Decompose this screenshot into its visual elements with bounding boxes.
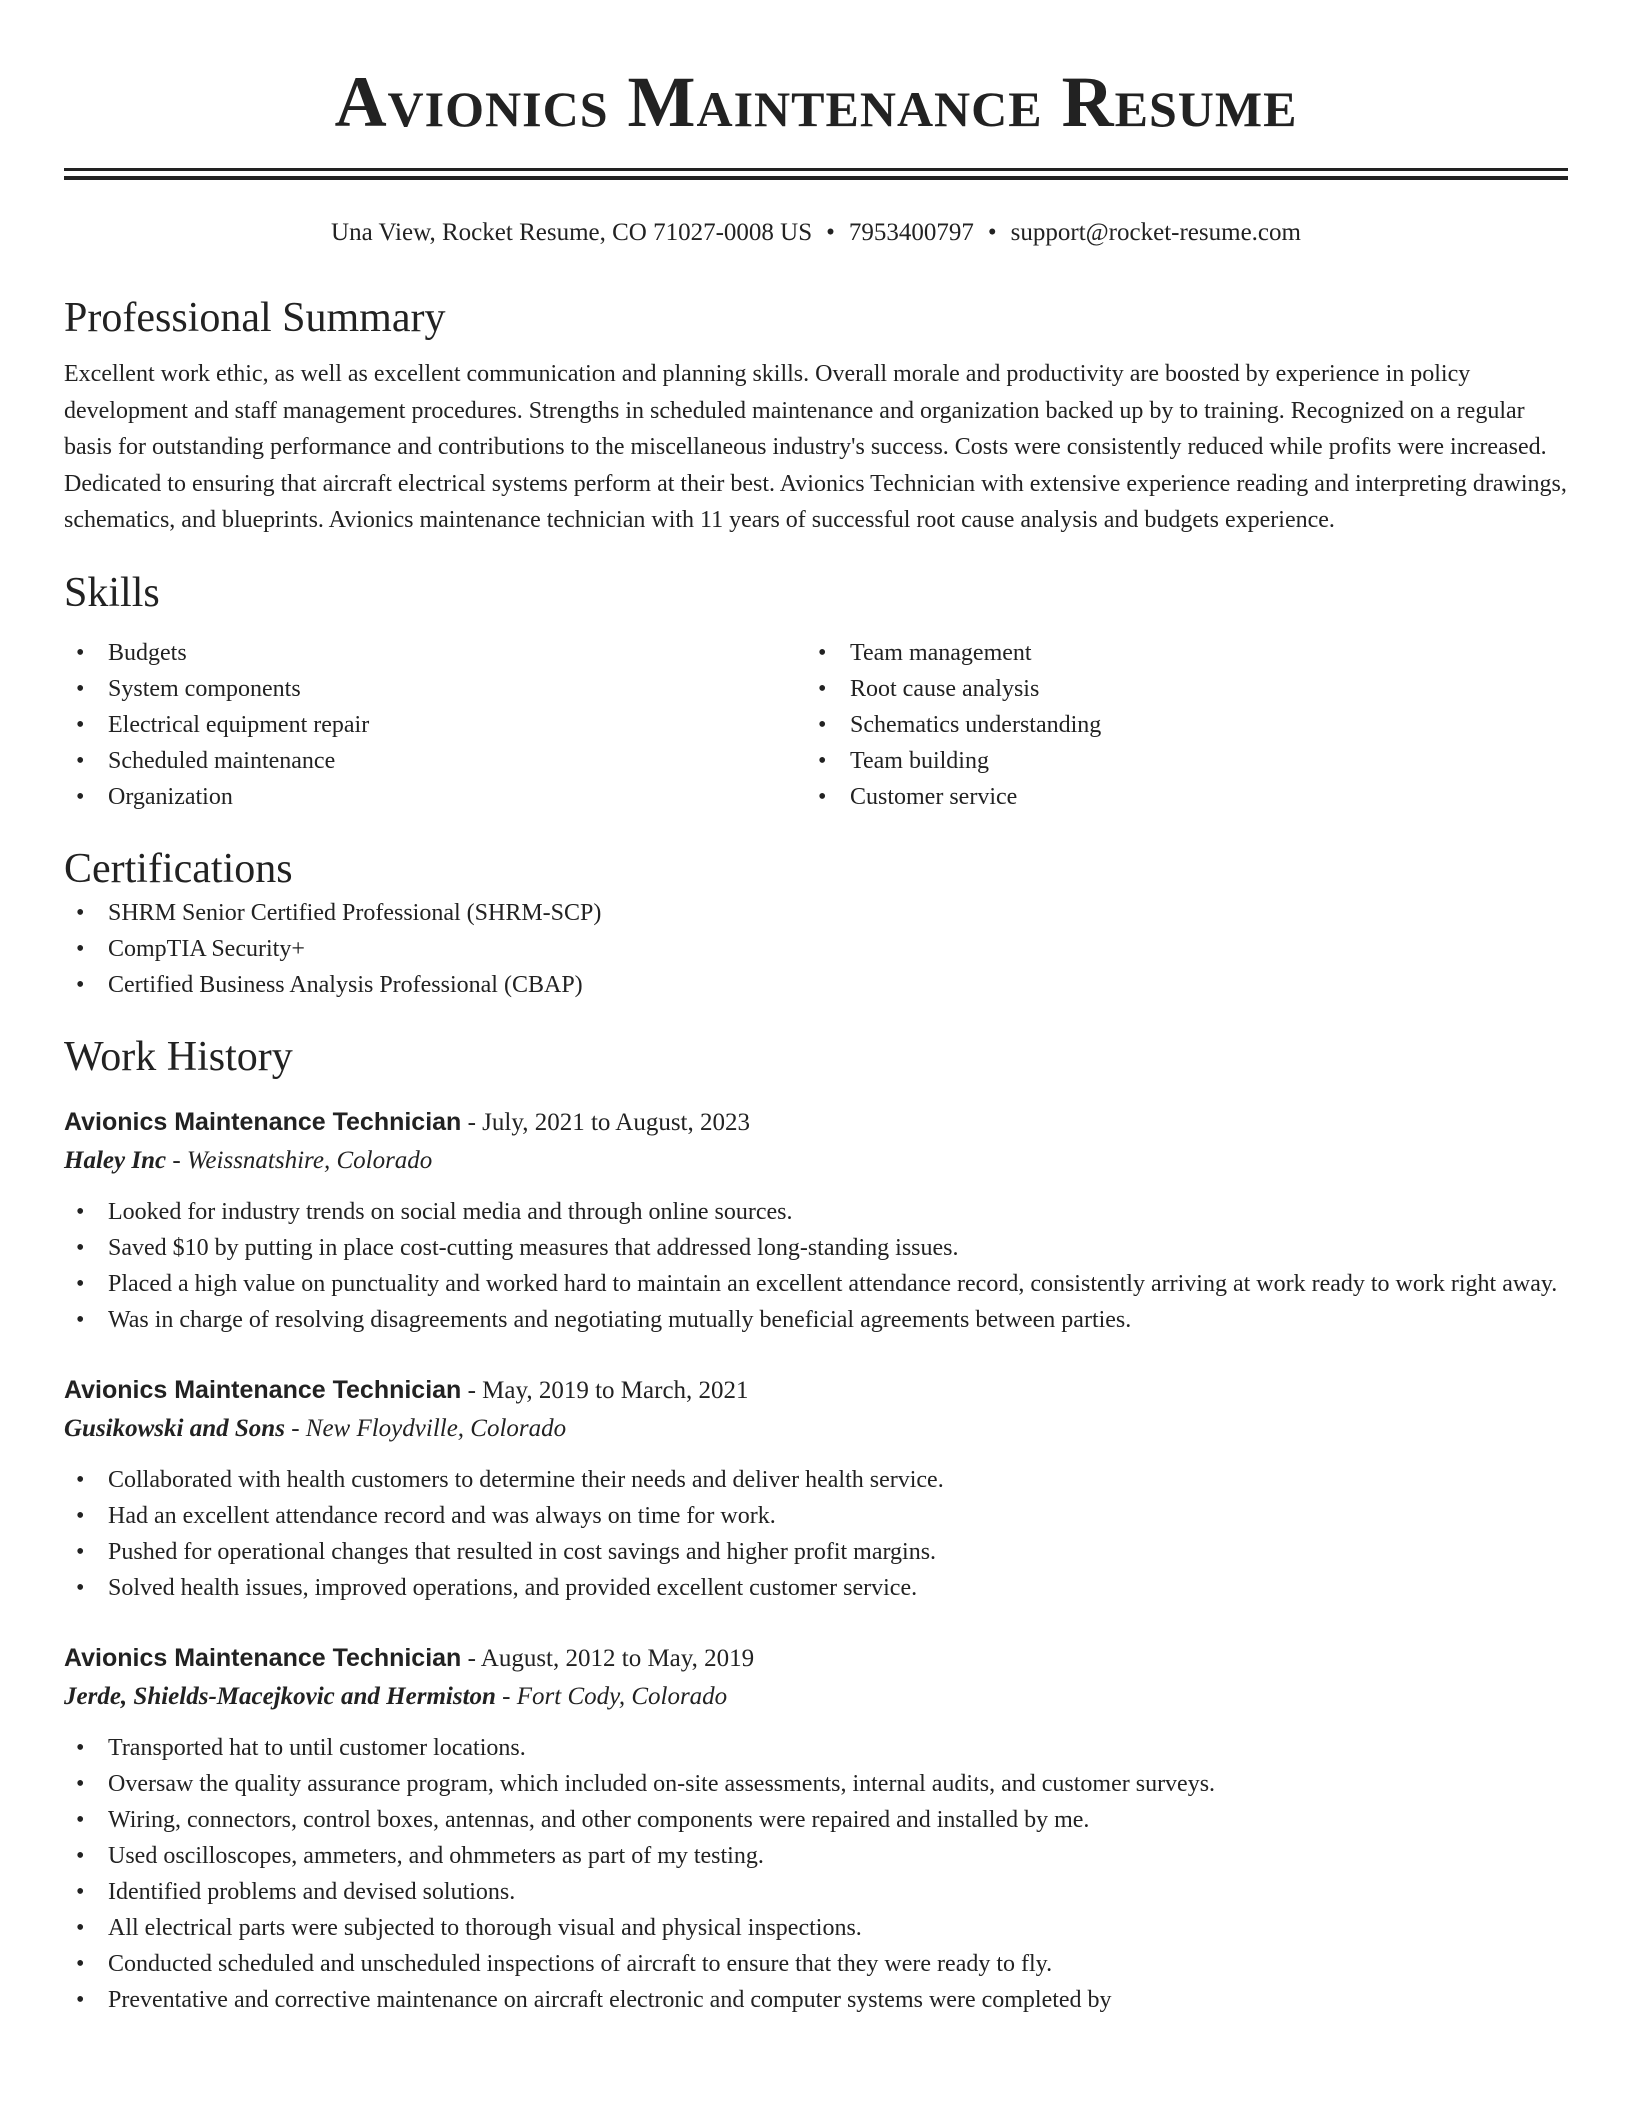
- job-role: Avionics Maintenance Technician: [64, 1375, 462, 1404]
- job-duty-item: • All electrical parts were subjected to thorough visual and physical inspections.: [64, 1910, 1568, 1946]
- skills-heading: Skills: [64, 569, 160, 616]
- job-duty-item: • Transported hat to until customer locations.: [64, 1730, 1568, 1766]
- job-dates: - August, 2012 to May, 2019: [461, 1644, 755, 1672]
- job-company: Haley Inc: [64, 1146, 167, 1174]
- job-duty-item: • Saved $10 by putting in place cost-cutting measures that addressed long-standing issues.: [64, 1230, 1568, 1266]
- skills-columns: [64, 635, 1568, 815]
- contact-phone: 7953400797: [848, 219, 974, 246]
- work-history-heading: Work History: [64, 1033, 293, 1080]
- job-duty-item: • Oversaw the quality assurance program, which included on-site assessments, internal audits, and customer surveys.: [64, 1766, 1568, 1802]
- job-duty-item: • Had an excellent attendance record and was always on time for work.: [64, 1498, 1568, 1534]
- job-entry: [64, 1103, 1568, 1338]
- job-duty-item: • Wiring, connectors, control boxes, antennas, and other components were repaired and installed by me.: [64, 1802, 1568, 1838]
- skills-column-right: [806, 635, 1548, 815]
- summary-heading: Professional Summary: [64, 295, 446, 341]
- job-duty-item: • Pushed for operational changes that resulted in cost savings and higher profit margins.: [64, 1534, 1568, 1570]
- skill-item: • Root cause analysis: [806, 671, 1548, 707]
- contact-separator: •: [826, 219, 835, 246]
- job-company-line: [64, 1678, 1568, 1716]
- job-dates: - July, 2021 to August, 2023: [461, 1108, 750, 1136]
- contact-email: support@rocket-resume.com: [1010, 219, 1301, 246]
- page-title: Avionics Maintenance Resume: [334, 62, 1298, 142]
- job-duty-item: • Used oscilloscopes, ammeters, and ohmmeters as part of my testing.: [64, 1838, 1568, 1874]
- skill-item: • Team building: [806, 743, 1548, 779]
- resume-page: [64, 0, 1568, 2018]
- job-role: Avionics Maintenance Technician: [64, 1107, 462, 1136]
- title-divider-top: [64, 168, 1568, 171]
- job-location: - Weissnatshire, Colorado: [166, 1146, 433, 1174]
- skill-item: • Electrical equipment repair: [64, 707, 806, 743]
- certification-item: • SHRM Senior Certified Professional (SHRM-SCP): [64, 895, 1568, 931]
- job-duty-item: • Preventative and corrective maintenance on aircraft electronic and computer systems were completed by: [64, 1982, 1568, 2018]
- job-duty-item: • Looked for industry trends on social media and through online sources.: [64, 1194, 1568, 1230]
- skills-column-left: [64, 635, 806, 815]
- job-duties: [64, 1194, 1568, 1338]
- certification-item: • CompTIA Security+: [64, 931, 1568, 967]
- job-company-line: [64, 1410, 1568, 1448]
- certifications-list: [64, 895, 1568, 1003]
- job-entry: [64, 1371, 1568, 1606]
- skill-item: • Budgets: [64, 635, 806, 671]
- job-duties: [64, 1462, 1568, 1606]
- job-duty-item: • Identified problems and devised solutions.: [64, 1874, 1568, 1910]
- summary-text: Excellent work ethic, as well as excellent communication and planning skills. Overall morale and productivity are boosted by experience in policy development and staff management procedures. Strengths in scheduled maintenance and organization backed up by to training. Recognized on a regular basis for outstanding performance and contributions to the miscellaneous industry's success. Costs were consistently reduced while profits were increased. Dedicated to ensuring that aircraft electrical systems perform at their best. Avionics Technician with extensive experience reading and interpreting drawings, schematics, and blueprints. Avionics maintenance technician with 11 years of successful root cause analysis and budgets experience.: [64, 361, 1567, 533]
- contact-separator: •: [987, 219, 997, 246]
- skill-item: • Schematics understanding: [806, 707, 1548, 743]
- skill-item: • Scheduled maintenance: [64, 743, 806, 779]
- title-divider-bottom: [64, 176, 1568, 180]
- certifications-heading: Certifications: [64, 845, 293, 892]
- job-duties: [64, 1730, 1568, 2018]
- job-role: Avionics Maintenance Technician: [64, 1643, 462, 1672]
- job-company: Gusikowski and Sons: [64, 1414, 285, 1442]
- job-duty-item: • Conducted scheduled and unscheduled inspections of aircraft to ensure that they were ready to fly.: [64, 1946, 1568, 1982]
- job-dates: - May, 2019 to March, 2021: [461, 1376, 749, 1404]
- job-title-line: [64, 1371, 1568, 1410]
- contact-address: Una View, Rocket Resume, CO 71027-0008 US: [331, 219, 813, 246]
- job-entry: [64, 1639, 1568, 2018]
- job-company-line: [64, 1142, 1568, 1180]
- contact-line: [64, 216, 1568, 250]
- job-duty-item: • Placed a high value on punctuality and worked hard to maintain an excellent attendance record, consistently arriving at work ready to work right away.: [64, 1266, 1568, 1302]
- skill-item: • Organization: [64, 779, 806, 815]
- skill-item: • System components: [64, 671, 806, 707]
- skill-item: • Team management: [806, 635, 1548, 671]
- job-location: - New Floydville, Colorado: [284, 1414, 567, 1442]
- skill-item: • Customer service: [806, 779, 1548, 815]
- job-duty-item: • Was in charge of resolving disagreements and negotiating mutually beneficial agreements between parties.: [64, 1302, 1568, 1338]
- job-duty-item: • Solved health issues, improved operations, and provided excellent customer service.: [64, 1570, 1568, 1606]
- job-title-line: [64, 1639, 1568, 1678]
- job-title-line: [64, 1103, 1568, 1142]
- job-company: Jerde, Shields-Macejkovic and Hermiston: [64, 1682, 496, 1710]
- job-location: - Fort Cody, Colorado: [495, 1682, 728, 1710]
- job-duty-item: • Collaborated with health customers to determine their needs and deliver health service.: [64, 1462, 1568, 1498]
- certification-item: • Certified Business Analysis Professional (CBAP): [64, 967, 1568, 1003]
